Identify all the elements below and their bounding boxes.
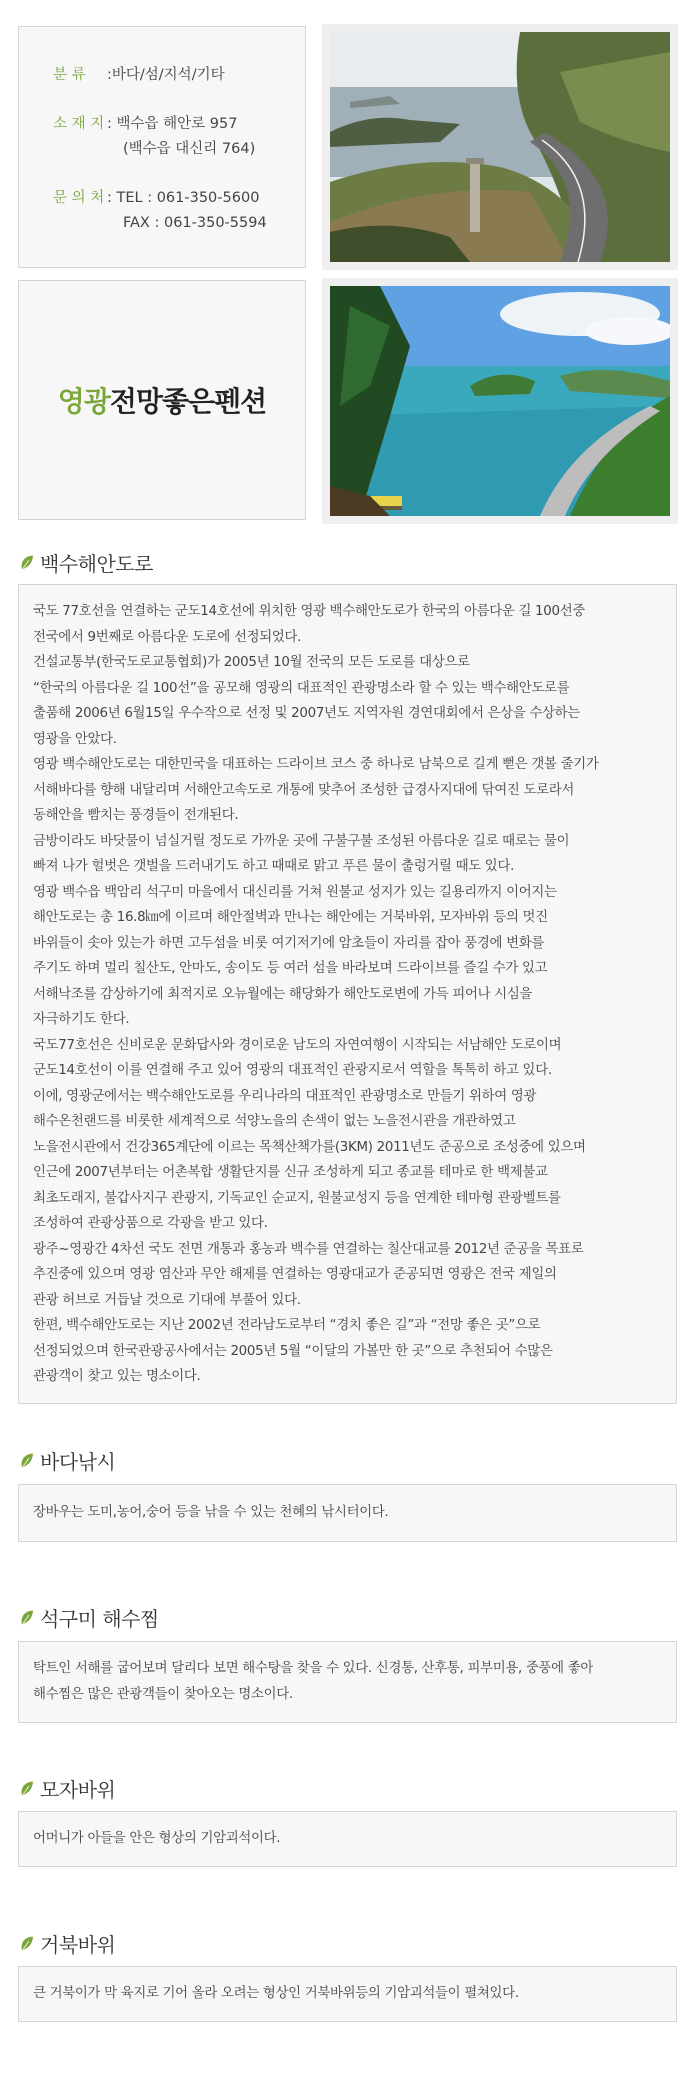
section-text: 장바우는 도미,농어,숭어 등을 낚을 수 있는 천혜의 낚시터이다. [33,1505,389,1520]
section-body-baeksu-coastal-road [18,584,677,1404]
section-text-line: 선정되었으며 한국관광공사에서는 2005년 5월 “이달의 가볼만 한 곳”으로 추천되어 수많은 [33,1343,553,1359]
category-label: 분 류 [53,67,86,83]
leaf-icon [20,555,34,571]
section-title-moja-bawi [20,1774,115,1803]
info-box [18,26,306,268]
coastal-road-image [330,32,670,262]
brand-name-green: 영광 [57,385,110,418]
section-text-line: 국도77호선은 신비로운 문화답사와 경이로운 남도의 자연여행이 시작되는 서남해안 도로이며 [33,1037,562,1053]
section-text-line: 건설교통부(한국도로교통협회)가 2005년 10월 전국의 모든 도로를 대상으로 [33,655,470,670]
section-text-line: 빠져 나가 헐벗은 갯벌을 드러내기도 하고 때때로 맑고 푸른 물이 출렁거릴 때도 있다. [33,859,515,874]
section-text: 큰 거북이가 막 육지로 기어 올라 오려는 형상인 거북바위등의 기암괴석들이 펼쳐있다. [33,1986,519,2001]
section-text-line: 추진중에 있으며 영광 염산과 무안 해제를 연결하는 영광대교가 준공되면 영광은 전국 제일의 [33,1267,557,1282]
section-body-moja-bawi [18,1811,677,1867]
section-text-line: 국도 77호선을 연결하는 군도14호선에 위치한 영광 백수해안도로가 한국의 아름다운 길 100선중 [33,604,585,619]
sea-island-photo [322,278,678,524]
section-text-line: 서해바다를 향해 내달리며 서해안고속도로 개통에 맞추어 조성한 급경사지대에 닦여진 도로라서 [33,782,575,798]
section-text-line: 이에, 영광군에서는 백수해안도로를 우리나라의 대표적인 관광명소로 만들기 위하여 영광 [33,1088,537,1104]
section-title-text: 바다낚시 [40,1450,116,1474]
section-text-line: 한편, 백수해안도로는 지난 2002년 전라남도로부터 “경치 좋은 길”과 “전망 좋은 곳”으로 [33,1318,541,1333]
section-text-line: 영광 백수읍 백암리 석구미 마을에서 대신리를 거쳐 원불교 성지가 있는 길용리까지 이어지는 [33,884,557,900]
section-text-line: 관광 허브로 거듭날 것으로 기대에 부풀어 있다. [33,1292,301,1308]
brand-box [18,280,306,520]
section-text-line: 해수온천랜드를 비롯한 세계적으로 석양노을의 손색이 없는 노을전시관을 개관하였고 [33,1114,516,1129]
coastal-road-photo [322,24,678,270]
address-row [53,112,305,162]
section-text-line: 인근에 2007년부터는 어촌복합 생활단지를 신규 조성하게 되고 종교를 테마로 한 백제불교 [33,1165,548,1180]
section-body-geobuk-bawi [18,1966,677,2022]
section-text-line: 자극하기도 한다. [33,1012,130,1027]
section-body-seokgumi-haesujjim [18,1641,677,1723]
section-body-sea-fishing [18,1484,677,1542]
category-value: :바다/섬/지석/기타 [107,67,225,83]
category-row [53,63,305,88]
section-title-sea-fishing [20,1446,115,1475]
address-label: 소 재 지 [53,116,105,132]
leaf-icon [20,1781,34,1797]
section-text-line: 조성하여 관광상품으로 각광을 받고 있다. [33,1216,268,1231]
section-title-text: 백수해안도로 [40,552,153,576]
section-title-seokgumi-haesujjim [20,1603,159,1632]
section-text-line: 영광 백수해안도로는 대한민국을 대표하는 드라이브 코스 중 하나로 남북으로 길게 뻗은 갯볼 줄기가 [33,757,599,772]
address-line1: : 백수읍 해안로 957 [107,116,238,132]
section-title-text: 모자바위 [40,1778,116,1802]
section-text: 어머니가 아들을 안은 형상의 기암괴석이다. [33,1831,281,1846]
contact-fax: FAX : 061-350-5594 [123,215,267,231]
brand-name-dark: 전망좋은펜션 [109,385,267,418]
sea-island-image [330,286,670,516]
section-text-line: 해안도로는 총 16.8㎞에 이르며 해안절벽과 만나는 해안에는 거북바위, 모자바위 등의 멋진 [33,910,548,925]
section-text-line: 동해안을 빰치는 풍경들이 전개된다. [33,808,239,823]
section-title-text: 거북바위 [40,1933,116,1957]
section-text-line: 노을전시관에서 건강365계단에 이르는 목책산책가를(3KM) 2011년도 준공으로 조성중에 있으며 [33,1139,586,1155]
section-text: 해수찜은 많은 관광객들이 찾아오는 명소이다. [33,1686,293,1702]
section-text-line: 최초도래지, 불갑사지구 관광지, 기독교인 순교지, 원불교성지 등을 연계한 테마형 관광벨트를 [33,1190,561,1206]
section-title-baeksu-coastal-road [20,548,153,577]
section-text-line: 출품해 2006년 6월15일 우수작으로 선정 및 2007년도 지역자원 경연대회에서 은상을 수상하는 [33,706,580,721]
leaf-icon [20,1453,34,1469]
contact-tel: : TEL : 061-350-5600 [107,190,260,206]
section-text-line: 금방이라도 바닷물이 넘실거릴 정도로 가까운 곳에 구불구불 조성된 아름다운 길로 때로는 물이 [33,833,570,849]
section-text-line: 영광을 안았다. [33,731,117,747]
section-title-geobuk-bawi [20,1929,115,1958]
section-text [33,599,662,1390]
section-text-line: 전국에서 9번째로 아름다운 도로에 선정되었다. [33,629,302,645]
section-text: 탁트인 서해를 굽어보며 달리다 보면 해수탕을 찾을 수 있다. 신경통, 산후통, 피부미용, 중풍에 좋아 [33,1661,594,1676]
section-text-line: 주기도 하며 멀리 칠산도, 안마도, 송이도 등 여러 섬을 바라보며 드라이브를 즐길 수가 있고 [33,961,548,976]
section-text-line: 바위들이 솟아 있는가 하면 고두섬을 비롯 여기저기에 암초들이 자리를 잡아 풍경에 변화를 [33,935,545,951]
leaf-icon [20,1610,34,1626]
section-text-line: 서해낙조를 감상하기에 최적지로 오뉴월에는 해당화가 해안도로변에 가득 피어나 시심을 [33,986,533,1002]
contact-row [53,186,305,236]
address-line2: (백수읍 대신리 764) [123,141,256,157]
section-text-line: 군도14호선이 이를 연결해 주고 있어 영광의 대표적인 관광지로서 역할을 톡톡히 하고 있다. [33,1063,552,1078]
section-title-text: 석구미 해수찜 [40,1607,159,1631]
contact-label: 문 의 처 [53,190,105,206]
leaf-icon [20,1936,34,1952]
section-text-line: 관광객이 찾고 있는 명소이다. [33,1369,201,1384]
section-text-line: “한국의 아름다운 길 100선”을 공모해 영광의 대표적인 관광명소라 할 수 있는 백수해안도로를 [33,680,570,696]
section-text-line: 광주~영광간 4차선 국도 전면 개통과 홍농과 백수를 연결하는 칠산대교를 2012년 준공을 목표로 [33,1241,584,1257]
